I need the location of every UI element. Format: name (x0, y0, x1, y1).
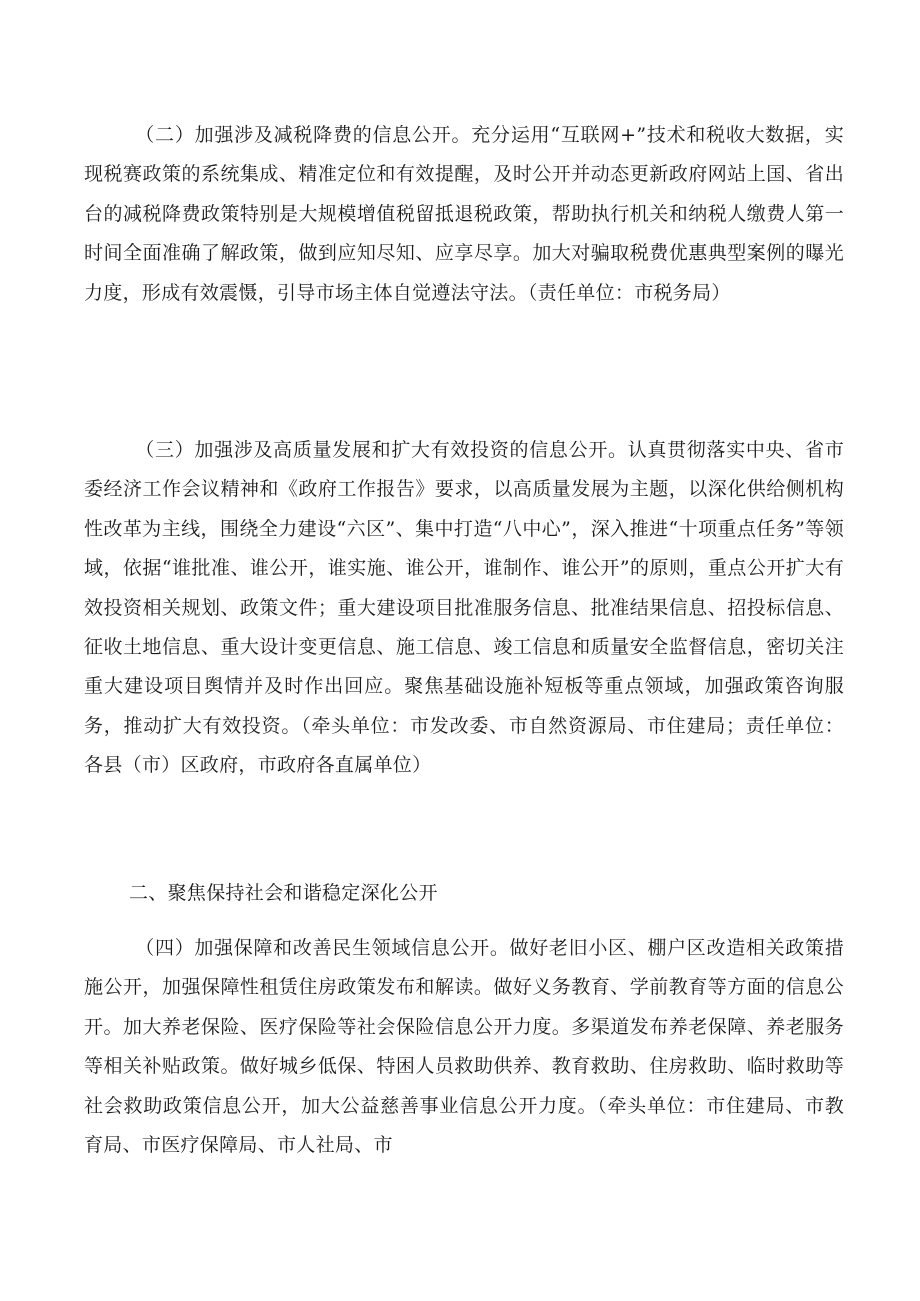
paragraph-investment-disclosure: （三）加强涉及高质量发展和扩大有效投资的信息公开。认真贯彻落实中央、省市委经济工作会议精神和《政府工作报告》要求，以高质量发展为主题，以深化供给侧机构性改革为主线，围绕全力建设“六区”、集中打造“八中心”，深入推进“十项重点任务”等领域，依据“谁批准、谁公开，谁实施、谁公开，谁制作、谁公开”的原则，重点公开扩大有效投资相关规划、政策文件；重大建设项目批准服务信息、批准结果信息、招投标信息、征收土地信息、重大设计变更信息、施工信息、竣工信息和质量安全监督信息，密切关注重大建设项目舆情并及时作出回应。聚焦基础设施补短板等重点领域，加强政策咨询服务，推动扩大有效投资。（牵头单位：市发改委、市自然资源局、市住建局；责任单位：各县（市）区政府，市政府各直属单位） (84, 439, 844, 777)
section-heading: 二、聚焦保持社会和谐稳定深化公开 (129, 882, 438, 904)
paragraph-livelihood-disclosure: （四）加强保障和改善民生领域信息公开。做好老旧小区、棚户区改造相关政策措施公开，加强保障性租赁住房政策发布和解读。做好义务教育、学前教育等方面的信息公开。加大养老保险、医疗保险等社会保险信息公开力度。多渠道发布养老保障、养老服务等相关补贴政策。做好城乡低保、特困人员救助供养、教育救助、住房救助、临时救助等社会救助政策信息公开，加大公益慈善事业信息公开力度。（牵头单位：市住建局、市教育局、市医疗保障局、市人社局、市 (84, 937, 844, 1157)
paragraph-tax-reduction-disclosure: （二）加强涉及减税降费的信息公开。充分运用“互联网+”技术和税收大数据，实现税赛政策的系统集成、精准定位和有效提醒，及时公开并动态更新政府网站上国、省出台的减税降费政策特别是大规模增值税留抵退税政策，帮助执行机关和纳税人缴费人第一时间全面准确了解政策，做到应知尽知、应享尽享。加大对骗取税费优惠典型案例的曝光力度，形成有效震慑，引导市场主体自觉遵法守法。（责任单位：市税务局） (84, 124, 844, 304)
